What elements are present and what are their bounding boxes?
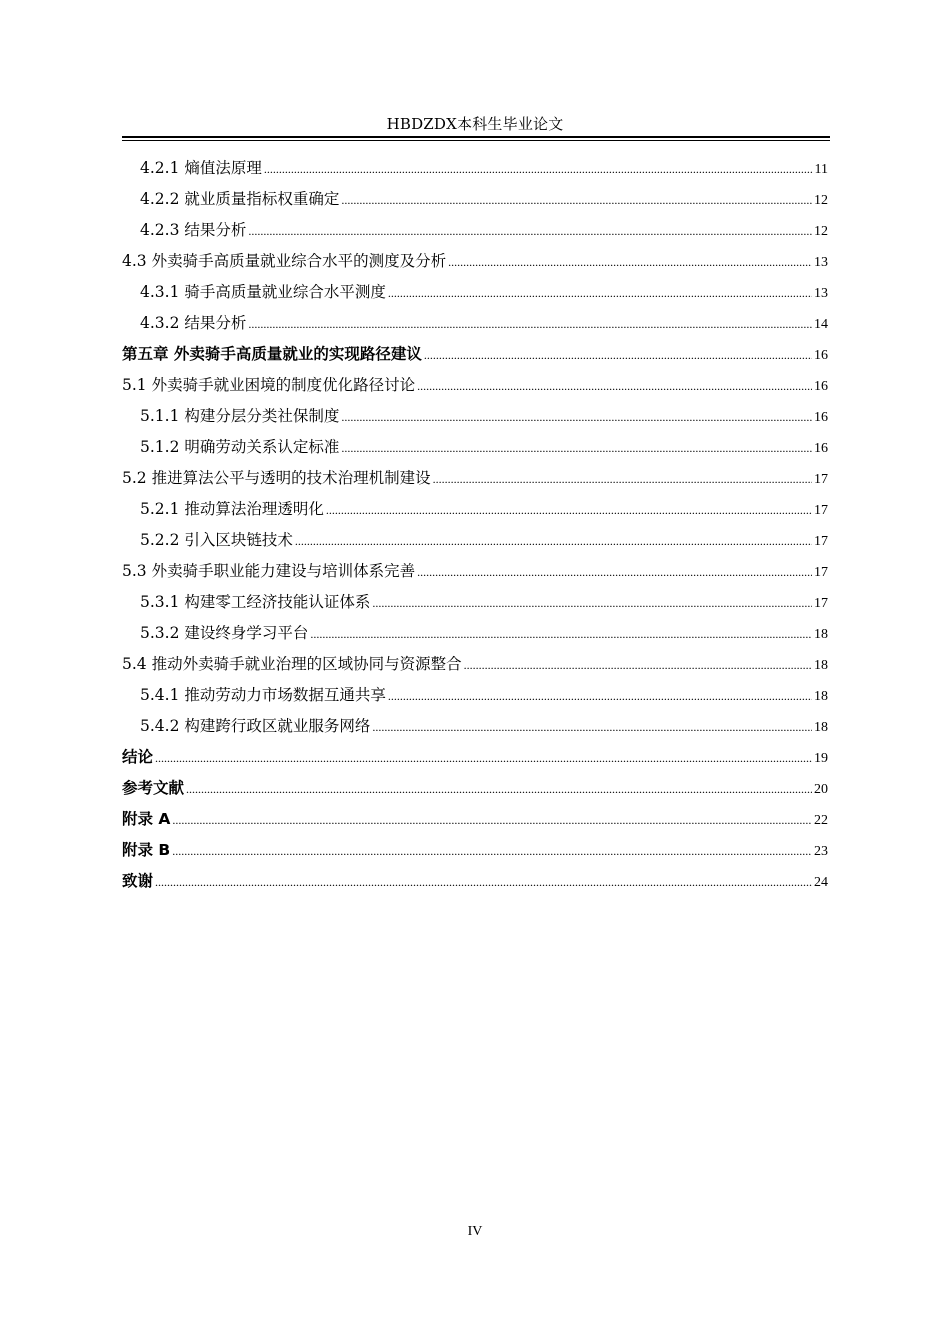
toc-dot-leader <box>155 746 812 770</box>
toc-entry-label: 5.2 推进算法公平与透明的技术治理机制建设 <box>122 469 431 487</box>
toc-entry-page-number: 13 <box>814 286 828 301</box>
toc-dot-leader <box>295 529 812 553</box>
toc-entry[interactable] <box>122 807 828 838</box>
toc-dot-leader <box>264 157 813 181</box>
running-header-title: HBDZDX本科生毕业论文 <box>386 115 564 133</box>
toc-entry[interactable] <box>122 218 828 249</box>
toc-entry-page-number: 17 <box>814 596 828 611</box>
toc-entry-page-number: 17 <box>814 565 828 580</box>
toc-dot-leader <box>372 591 812 615</box>
toc-entry-label: 5.4 推动外卖骑手就业治理的区域协同与资源整合 <box>122 655 462 673</box>
toc-entry-label: 附录 B <box>122 841 171 859</box>
toc-entry-page-number: 17 <box>814 472 828 487</box>
toc-entry[interactable] <box>122 373 828 404</box>
toc-entry[interactable] <box>122 652 828 683</box>
toc-dot-leader <box>448 250 812 274</box>
toc-dot-leader <box>433 467 812 491</box>
toc-entry-label: 4.3.2 结果分析 <box>140 314 247 332</box>
toc-entry[interactable] <box>122 280 828 311</box>
toc-entry[interactable] <box>122 714 828 745</box>
toc-dot-leader <box>417 374 812 398</box>
toc-entry-label: 参考文献 <box>122 779 185 797</box>
toc-entry[interactable] <box>122 187 828 218</box>
toc-dot-leader <box>155 870 812 894</box>
header-rule-thin <box>122 140 830 141</box>
toc-entry[interactable] <box>122 621 828 652</box>
toc-entry[interactable] <box>122 497 828 528</box>
toc-entry[interactable] <box>122 745 828 776</box>
toc-entry-label: 4.2.2 就业质量指标权重确定 <box>140 190 340 208</box>
toc-entry-page-number: 16 <box>814 379 828 394</box>
toc-dot-leader <box>388 684 812 708</box>
toc-entry-label: 附录 A <box>122 810 171 828</box>
toc-entry-page-number: 16 <box>814 410 828 425</box>
toc-entry[interactable] <box>122 156 828 187</box>
toc-entry[interactable] <box>122 590 828 621</box>
toc-entry-label: 4.2.3 结果分析 <box>140 221 247 239</box>
toc-entry-label: 5.3.2 建设终身学习平台 <box>140 624 309 642</box>
toc-entry[interactable] <box>122 683 828 714</box>
toc-entry-page-number: 18 <box>814 689 828 704</box>
toc-entry[interactable] <box>122 528 828 559</box>
toc-entry-page-number: 22 <box>814 813 828 828</box>
toc-entry[interactable] <box>122 311 828 342</box>
toc-entry[interactable] <box>122 869 828 900</box>
toc-entry-label: 5.4.2 构建跨行政区就业服务网络 <box>140 717 371 735</box>
toc-entry-label: 5.4.1 推动劳动力市场数据互通共享 <box>140 686 386 704</box>
toc-dot-leader <box>326 498 812 522</box>
toc-entry-page-number: 19 <box>814 751 828 766</box>
toc-dot-leader <box>341 405 812 429</box>
toc-entry-page-number: 23 <box>814 844 828 859</box>
toc-entry-page-number: 17 <box>814 534 828 549</box>
toc-entry-page-number: 16 <box>814 441 828 456</box>
toc-entry-page-number: 17 <box>814 503 828 518</box>
toc-entry-page-number: 11 <box>814 162 828 177</box>
toc-entry-page-number: 12 <box>814 193 828 208</box>
toc-dot-leader <box>248 219 812 243</box>
toc-entry[interactable] <box>122 342 828 373</box>
toc-entry-label: 5.2.1 推动算法治理透明化 <box>140 500 324 518</box>
toc-entry-page-number: 16 <box>814 348 828 363</box>
toc-entry-label: 致谢 <box>122 872 154 890</box>
toc-dot-leader <box>372 715 812 739</box>
toc-dot-leader <box>172 808 812 832</box>
toc-dot-leader <box>172 839 812 863</box>
toc-entry[interactable] <box>122 838 828 869</box>
toc-entry-page-number: 14 <box>814 317 828 332</box>
toc-entry-page-number: 18 <box>814 720 828 735</box>
toc-entry-label: 5.1.2 明确劳动关系认定标准 <box>140 438 340 456</box>
toc-entry[interactable] <box>122 435 828 466</box>
toc-dot-leader <box>248 312 812 336</box>
toc-entry-label: 结论 <box>122 748 154 766</box>
toc-entry-label: 4.2.1 熵值法原理 <box>140 159 262 177</box>
toc-dot-leader <box>310 622 812 646</box>
toc-dot-leader <box>424 343 812 367</box>
toc-entry[interactable] <box>122 559 828 590</box>
toc-entry-label: 5.2.2 引入区块链技术 <box>140 531 293 549</box>
toc-entry-page-number: 12 <box>814 224 828 239</box>
toc-dot-leader <box>341 436 812 460</box>
toc-entry-page-number: 20 <box>814 782 828 797</box>
toc-dot-leader <box>341 188 812 212</box>
toc-entry-label: 4.3 外卖骑手高质量就业综合水平的测度及分析 <box>122 252 447 270</box>
toc-entry-label: 第五章 外卖骑手高质量就业的实现路径建议 <box>122 345 422 363</box>
toc-entry-label: 5.1.1 构建分层分类社保制度 <box>140 407 340 425</box>
toc-entry-page-number: 13 <box>814 255 828 270</box>
toc-entry-page-number: 18 <box>814 658 828 673</box>
toc-dot-leader <box>464 653 812 677</box>
toc-entry-label: 5.3 外卖骑手职业能力建设与培训体系完善 <box>122 562 416 580</box>
toc-entry[interactable] <box>122 249 828 280</box>
toc-entry[interactable] <box>122 466 828 497</box>
table-of-contents <box>122 156 828 900</box>
toc-dot-leader <box>417 560 812 584</box>
toc-dot-leader <box>388 281 812 305</box>
toc-entry[interactable] <box>122 404 828 435</box>
toc-entry-page-number: 18 <box>814 627 828 642</box>
toc-entry-page-number: 24 <box>814 875 828 890</box>
toc-entry-label: 5.3.1 构建零工经济技能认证体系 <box>140 593 371 611</box>
toc-dot-leader <box>186 777 812 801</box>
header-rule <box>122 136 830 138</box>
toc-entry[interactable] <box>122 776 828 807</box>
toc-entry-label: 4.3.1 骑手高质量就业综合水平测度 <box>140 283 386 301</box>
footer-page-number: IV <box>467 1224 483 1239</box>
toc-entry-label: 5.1 外卖骑手就业困境的制度优化路径讨论 <box>122 376 416 394</box>
